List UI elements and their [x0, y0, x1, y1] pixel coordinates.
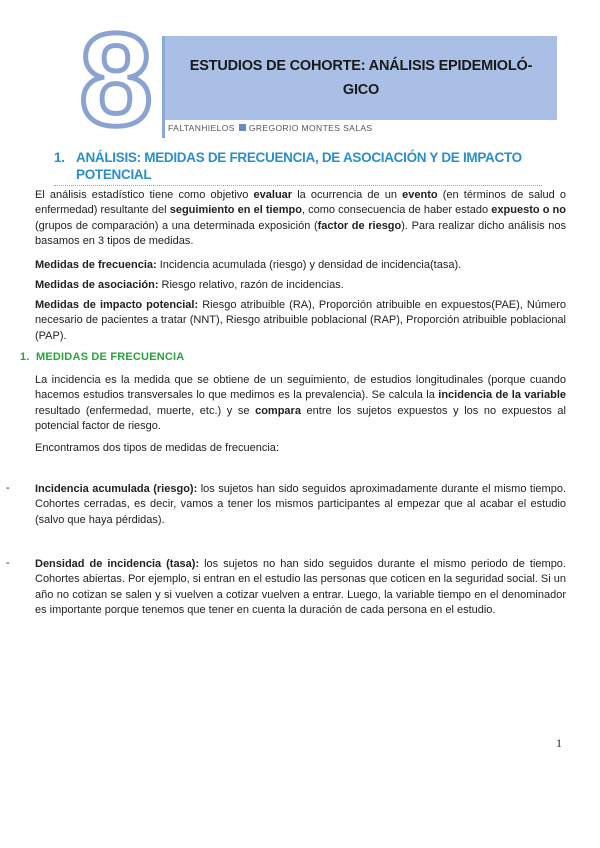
- measure-text: Riesgo relativo, razón de incidencias.: [158, 279, 344, 291]
- square-separator-icon: [239, 124, 246, 131]
- section-number: 1.: [54, 150, 65, 165]
- chapter-title: ESTUDIOS DE COHORTE: ANÁLISIS EPIDEMIOLÓ-GICO: [189, 58, 533, 98]
- bullet-dash: -: [6, 557, 10, 569]
- bullet-label: Incidencia acumulada (riesgo):: [35, 483, 198, 495]
- author-2: GREGORIO MONTES SALAS: [248, 123, 373, 133]
- bullet-text: los sujetos no han sido seguidos durante el mismo periodo de tiempo. Cohortes abiertas. Por ejemplo, si entran en el estudio las personas que coticen en la seguridad social. Si un año no cotizan se salen y si vuelven a cotizar vuelven a entrar. Luego, la variable tiempo en el denominador es importante porque tenemos que tener en cuenta la duración de cada persona en el estudio.: [35, 558, 566, 616]
- incidence-bold-variable: incidencia de la variable: [438, 389, 566, 402]
- intro-text-k: ). Para realizar dicho análisis nos basamos en 3 tipos de medidas.: [35, 219, 566, 247]
- chapter-number: 8: [79, 6, 153, 153]
- incidence-text-a: La incidencia es la medida que se obtiene de un seguimiento, de estudios longitudinales (porque cuando hacemos estudios transversales lo que medimos es la prevalencia). Se calcula la: [35, 374, 566, 402]
- measure-impacto: [35, 298, 566, 344]
- page-number: 1: [556, 736, 562, 750]
- bullet-densidad-incidencia: [35, 557, 566, 618]
- measure-asociacion: [35, 278, 566, 293]
- incidence-bold-compara: compara: [255, 404, 301, 417]
- measure-label: Medidas de impacto potencial:: [35, 299, 199, 311]
- bullet-text: los sujetos han sido seguidos aproximadamente durante el mismo tiempo. Cohortes cerradas, es decir, vamos a tener los mismos participantes al empezar que al acabar el estudio (salvo que haya pérdidas).: [35, 483, 567, 526]
- section-title-line2: POTENCIAL: [76, 167, 152, 182]
- section-heading: [54, 149, 542, 183]
- bullet-incidencia-acumulada: [35, 482, 566, 528]
- intro-bold-evaluar: evaluar: [253, 189, 293, 201]
- intro-text-a: El análisis estadístico tiene como objetivo: [35, 189, 254, 201]
- subsection-number: 1.: [20, 351, 30, 363]
- authors-line: [168, 123, 373, 133]
- measure-text: Riesgo atribuible (RA), Proporción atribuible en expuestos(PAE), Número necesario de pacientes a tratar (NNT), Riesgo atribuible poblacional (RAP), Proporción atribuible poblacional (PAP).: [35, 299, 567, 342]
- intro-text-g: , como consecuencia de haber estado: [301, 204, 492, 217]
- bullet-dash: -: [6, 482, 10, 494]
- intro-bold-factor: factor de riesgo: [317, 219, 402, 232]
- intro-bold-seguimiento: seguimiento en el tiempo: [169, 204, 302, 217]
- intro-text-e: (en términos de salud o enfermedad) resultante del: [35, 189, 566, 217]
- measure-label: Medidas de frecuencia:: [35, 259, 157, 271]
- incidence-types-intro: [35, 441, 566, 456]
- subsection-heading: [20, 351, 184, 363]
- intro-bold-expuesto: expuesto o no: [491, 204, 566, 217]
- incidence-types-text: Encontramos dos tipos de medidas de frecuencia:: [35, 442, 279, 454]
- intro-bold-evento: evento: [402, 189, 438, 201]
- incidence-text-e: entre los sujetos expuestos y los no expuestos al potencial factor de riesgo.: [35, 404, 566, 432]
- author-1: FALTANHIELOS: [168, 123, 235, 133]
- title-band: [165, 36, 557, 120]
- measure-label: Medidas de asociación:: [35, 279, 159, 291]
- intro-text-c: la ocurrencia de un: [292, 189, 403, 201]
- subsection-title: MEDIDAS DE FRECUENCIA: [36, 351, 185, 363]
- bullet-label: Densidad de incidencia (tasa):: [35, 558, 200, 570]
- intro-paragraph: [35, 188, 566, 249]
- incidence-paragraph: [35, 373, 566, 434]
- dotted-divider: [54, 185, 542, 186]
- measure-frecuencia: [35, 258, 566, 273]
- measure-text: Incidencia acumulada (riesgo) y densidad de incidencia(tasa).: [156, 259, 462, 271]
- incidence-text-c: resultado (enfermedad, muerte, etc.) y se: [35, 404, 256, 417]
- section-title-line1: ANÁLISIS: MEDIDAS DE FRECUENCIA, DE ASOCIACIÓN Y DE IMPACTO: [76, 150, 522, 165]
- intro-text-i: (grupos de comparación) a una determinada exposición (: [35, 219, 318, 232]
